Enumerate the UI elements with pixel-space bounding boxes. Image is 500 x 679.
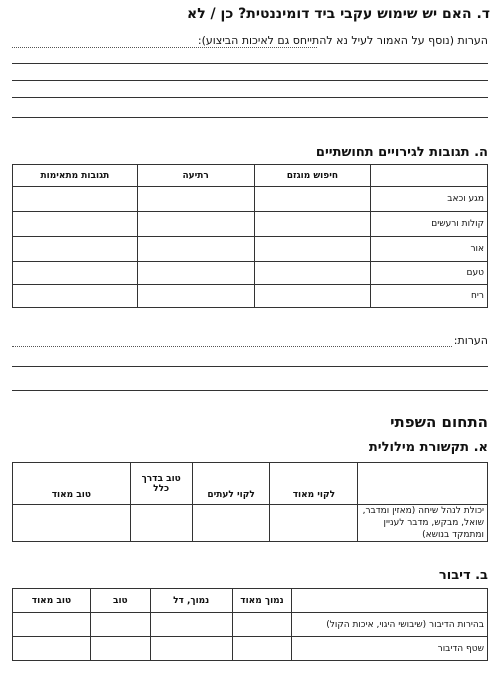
table-row <box>13 212 488 237</box>
speech-cell[interactable] <box>90 613 150 637</box>
verbal-communication-table <box>12 462 488 542</box>
verbal-cell[interactable] <box>270 505 358 542</box>
sensory-row-label: קולות ורעשים <box>371 212 488 237</box>
section-e-title: ה. תגובות לגירויים תחושתיים <box>315 145 488 160</box>
speech-cell[interactable] <box>13 637 91 661</box>
sensory-cell[interactable] <box>137 262 254 285</box>
section-d-notes-line[interactable] <box>12 47 317 48</box>
section-d-title: ד. האם יש שימוש עקבי ביד דומיננטית? כן / לא <box>187 6 490 22</box>
table-row <box>13 262 488 285</box>
verbal-header-sometimes-poor: לקוי לעתים <box>192 463 270 505</box>
sensory-row-label: טעם <box>371 262 488 285</box>
verbal-row-label: יכולת לנהל שיחה (מאזין ומדבר, שואל, מבקש, מדבר לעניין ומתמקד בנושא) <box>358 505 488 542</box>
sensory-cell[interactable] <box>254 262 371 285</box>
speech-cell[interactable] <box>150 637 232 661</box>
sensory-cell[interactable] <box>13 212 138 237</box>
speech-row-label: בהירות הדיבור (שיבושי היגוי, איכות הקול) <box>292 613 488 637</box>
verbal-cell[interactable] <box>130 505 192 542</box>
sensory-table <box>12 164 488 308</box>
verbal-cell[interactable] <box>192 505 270 542</box>
table-row <box>13 613 488 637</box>
verbal-cell[interactable] <box>13 505 131 542</box>
sensory-cell[interactable] <box>13 187 138 212</box>
section-d-line-1[interactable] <box>12 63 488 64</box>
sensory-cell[interactable] <box>137 237 254 262</box>
section-e-notes-label: הערות: <box>453 334 488 347</box>
sensory-cell[interactable] <box>137 187 254 212</box>
speech-header-row <box>13 589 488 613</box>
table-row <box>13 285 488 308</box>
speech-header-very-good: טוב מאוד <box>13 589 91 613</box>
sensory-cell[interactable] <box>13 237 138 262</box>
verbal-header-very-poor: לקוי מאוד <box>270 463 358 505</box>
verbal-header-very-good: טוב מאוד <box>13 463 131 505</box>
table-row <box>13 187 488 212</box>
section-d-line-4[interactable] <box>12 117 488 118</box>
table-row <box>13 637 488 661</box>
speech-cell[interactable] <box>90 637 150 661</box>
sensory-cell[interactable] <box>254 187 371 212</box>
speech-cell[interactable] <box>232 613 292 637</box>
speech-table <box>12 588 488 661</box>
sensory-cell[interactable] <box>137 285 254 308</box>
table-row <box>13 505 488 542</box>
sensory-header-row <box>13 165 488 187</box>
speech-header-good: טוב <box>90 589 150 613</box>
section-a-title: א. תקשורת מילולית <box>368 440 488 455</box>
section-d-notes-label: הערות (נוסף על האמור לעיל נא להתייחס גם לאיכות הביצוע): <box>197 34 488 47</box>
section-d-line-3[interactable] <box>12 97 488 98</box>
verbal-header-blank <box>358 463 488 505</box>
speech-header-very-low: נמוך מאוד <box>232 589 292 613</box>
section-b-title: ב. דיבור <box>438 568 488 583</box>
sensory-header-appropriate: תגובות מתאימות <box>13 165 138 187</box>
table-row <box>13 237 488 262</box>
sensory-header-aversion: רתיעה <box>137 165 254 187</box>
sensory-cell[interactable] <box>254 237 371 262</box>
sensory-header-blank <box>371 165 488 187</box>
section-e-notes-line[interactable] <box>12 346 452 347</box>
section-e-line-2[interactable] <box>12 390 488 391</box>
sensory-row-label: אור <box>371 237 488 262</box>
sensory-header-excessive: חיפוש מוגזם <box>254 165 371 187</box>
sensory-cell[interactable] <box>254 285 371 308</box>
sensory-cell[interactable] <box>13 262 138 285</box>
speech-cell[interactable] <box>150 613 232 637</box>
language-domain-title: התחום השפתי <box>390 413 488 431</box>
sensory-row-label: מגע וכאב <box>371 187 488 212</box>
sensory-cell[interactable] <box>137 212 254 237</box>
sensory-row-label: ריח <box>371 285 488 308</box>
section-d-line-2[interactable] <box>12 80 488 81</box>
speech-header-blank <box>292 589 488 613</box>
speech-header-low: נמוך, דל <box>150 589 232 613</box>
section-e-line-1[interactable] <box>12 366 488 367</box>
verbal-header-row <box>13 463 488 505</box>
verbal-header-usually-good: טוב בדרך כלל <box>130 463 192 505</box>
speech-cell[interactable] <box>13 613 91 637</box>
sensory-cell[interactable] <box>254 212 371 237</box>
speech-row-label: שטף הדיבור <box>292 637 488 661</box>
speech-cell[interactable] <box>232 637 292 661</box>
sensory-cell[interactable] <box>13 285 138 308</box>
